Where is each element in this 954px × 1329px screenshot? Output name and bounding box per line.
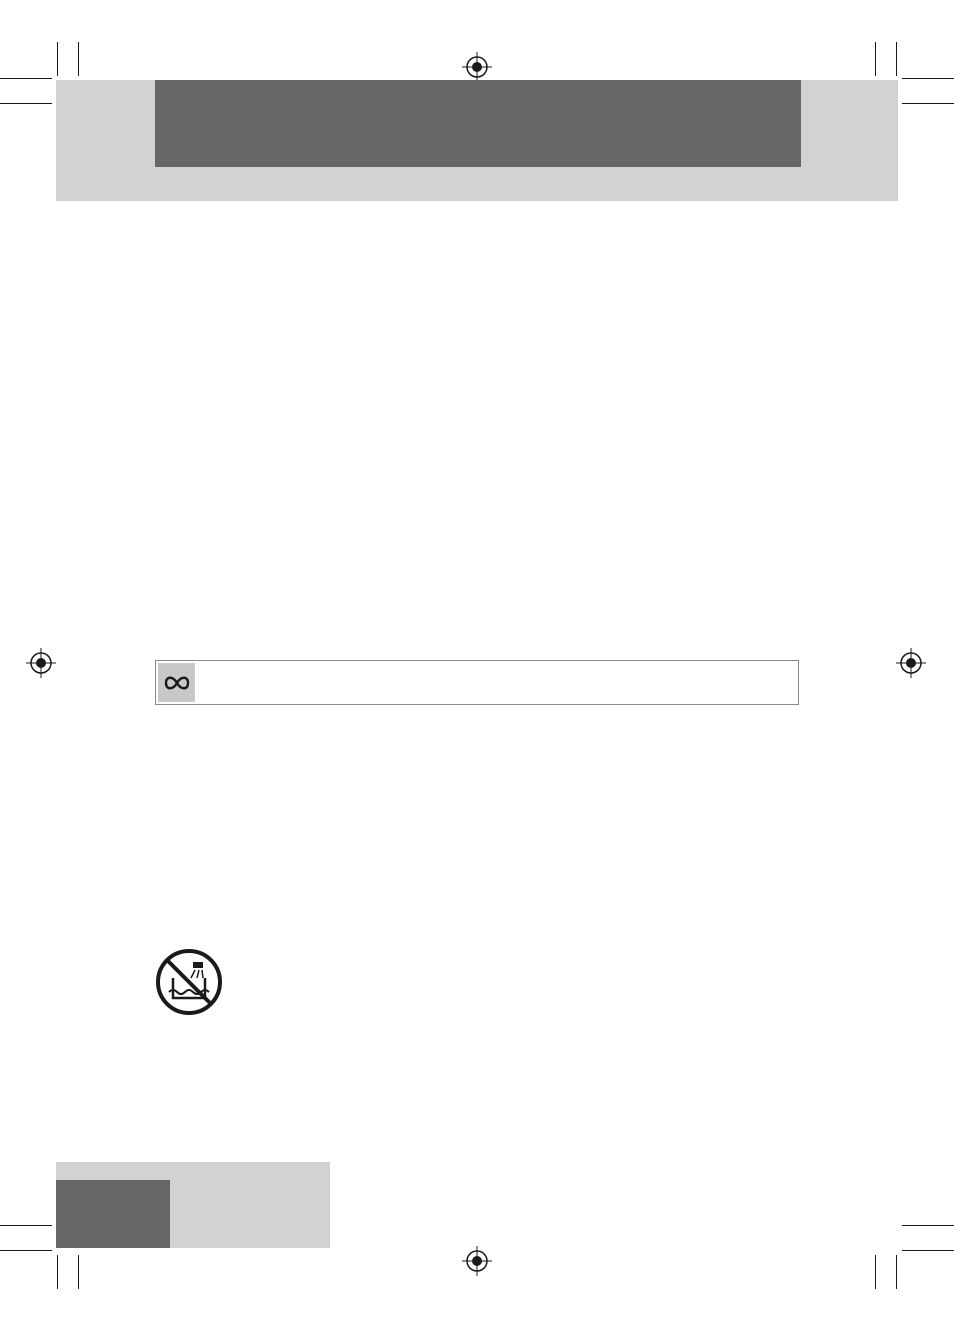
crop-mark (78, 42, 79, 76)
infinity-icon (158, 663, 195, 702)
crop-mark (0, 103, 52, 104)
crop-mark (78, 1255, 79, 1289)
registration-mark-icon (26, 648, 56, 678)
page-number-tab (56, 1180, 170, 1248)
section-title-box (155, 660, 799, 705)
crop-mark (57, 1255, 58, 1289)
crop-mark (896, 1255, 897, 1289)
crop-mark (896, 42, 897, 76)
crop-mark (875, 42, 876, 76)
crop-mark (0, 78, 52, 79)
crop-mark (902, 1225, 954, 1226)
crop-mark (902, 103, 954, 104)
registration-mark-icon (462, 1246, 492, 1276)
crop-mark (902, 78, 954, 79)
registration-mark-icon (896, 648, 926, 678)
header-band (155, 80, 801, 167)
registration-mark-icon (462, 52, 492, 82)
crop-mark (0, 1250, 52, 1251)
no-water-icon (155, 948, 223, 1016)
crop-mark (57, 42, 58, 76)
crop-mark (875, 1255, 876, 1289)
crop-mark (0, 1225, 52, 1226)
crop-mark (902, 1250, 954, 1251)
